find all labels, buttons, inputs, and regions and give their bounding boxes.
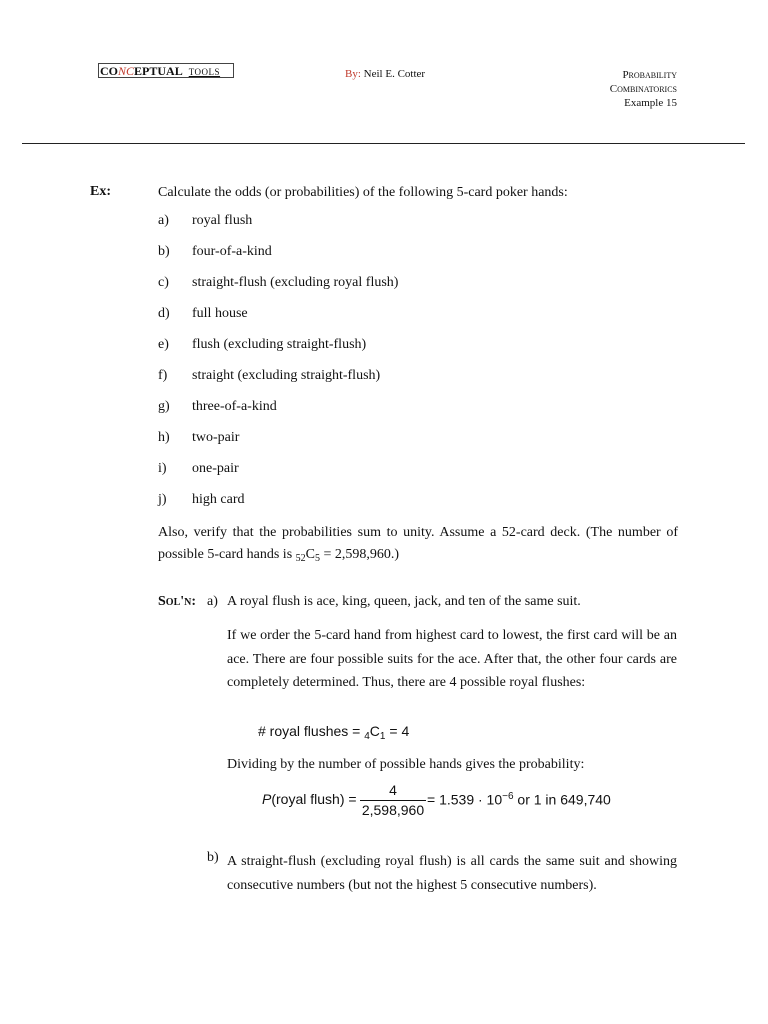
- problem-item-letter: a): [158, 213, 169, 228]
- problem-item-letter: c): [158, 275, 169, 290]
- problem-item-text: flush (excluding straight-flush): [192, 337, 367, 352]
- divide-sentence: Dividing by the number of possible hands gives the probability:: [227, 757, 585, 772]
- problem-item-text: four-of-a-kind: [192, 244, 272, 259]
- problem-item-text: full house: [192, 306, 248, 321]
- problem-item-letter: d): [158, 306, 170, 321]
- solution-b-statement: A straight-flush (excluding royal flush) is all cards the same suit and showing consecutive numbers (but not the highest 5 consecutive numbers).: [227, 854, 677, 893]
- fraction-numerator: 4: [360, 782, 426, 801]
- by-label: By:: [345, 68, 361, 80]
- probability-rhs: = $1.539 \cdot 10^{-6}$ or 1 in 649,740: [427, 791, 611, 808]
- topic: Probability: [622, 69, 677, 81]
- royal-flush-count-formula: # royal flushes = $_4C_1 = 4$: [258, 723, 410, 742]
- solution-b-letter: b): [207, 850, 219, 865]
- problem-item-letter: h): [158, 430, 170, 445]
- solution-a-paragraph: If we order the 5-card hand from highest card to lowest, the first card will be an ace. There are four possible suits for the ace. After that, the other four cards are completely determined. Thus, there are 4 possible royal flushes:: [227, 628, 677, 690]
- header-divider: [22, 143, 745, 144]
- problem-intro: Calculate the odds (or probabilities) of the following 5-card poker hands:: [158, 185, 568, 200]
- byline: [345, 68, 425, 80]
- probability-fraction: [360, 782, 426, 818]
- solution-a-letter: a): [207, 594, 218, 609]
- problem-item-text: high card: [192, 492, 245, 507]
- problem-item-text: two-pair: [192, 430, 240, 445]
- logo-text: CONCEPTUAL: [100, 64, 183, 78]
- problem-item-letter: b): [158, 244, 170, 259]
- problem-item-text: straight-flush (excluding royal flush): [192, 275, 399, 290]
- subtopic: Combinatorics: [609, 83, 677, 95]
- problem-note: Also, verify that the probabilities sum to unity. Assume a 52-card deck. (The number of possible 5-card hands is $_{52}C_5 = 2,598,960$.): [158, 525, 678, 564]
- problem-item-letter: f): [158, 368, 168, 383]
- fraction-denominator: 2,598,960: [361, 802, 425, 818]
- example-number: Example 15: [624, 97, 677, 109]
- header-topic-block: [610, 68, 677, 110]
- problem-item-text: straight (excluding straight-flush): [192, 368, 381, 383]
- ex-label: Ex:: [90, 184, 111, 199]
- logo-tools: TOOLS: [188, 67, 221, 77]
- problem-item-text: one-pair: [192, 461, 239, 476]
- solution-label: Sol'n:: [158, 594, 197, 609]
- solution-a-statement: A royal flush is ace, king, queen, jack, and ten of the same suit.: [227, 594, 581, 609]
- probability-lhs: P(royal flush) =: [262, 791, 357, 807]
- problem-item-letter: g): [158, 399, 170, 414]
- problem-item-text: royal flush: [192, 213, 253, 228]
- problem-item-letter: j): [158, 492, 167, 507]
- problem-item-letter: i): [158, 461, 167, 476]
- author: Neil E. Cotter: [363, 68, 426, 80]
- problem-item-letter: e): [158, 337, 169, 352]
- logo: [98, 63, 234, 78]
- problem-item-text: three-of-a-kind: [192, 399, 277, 414]
